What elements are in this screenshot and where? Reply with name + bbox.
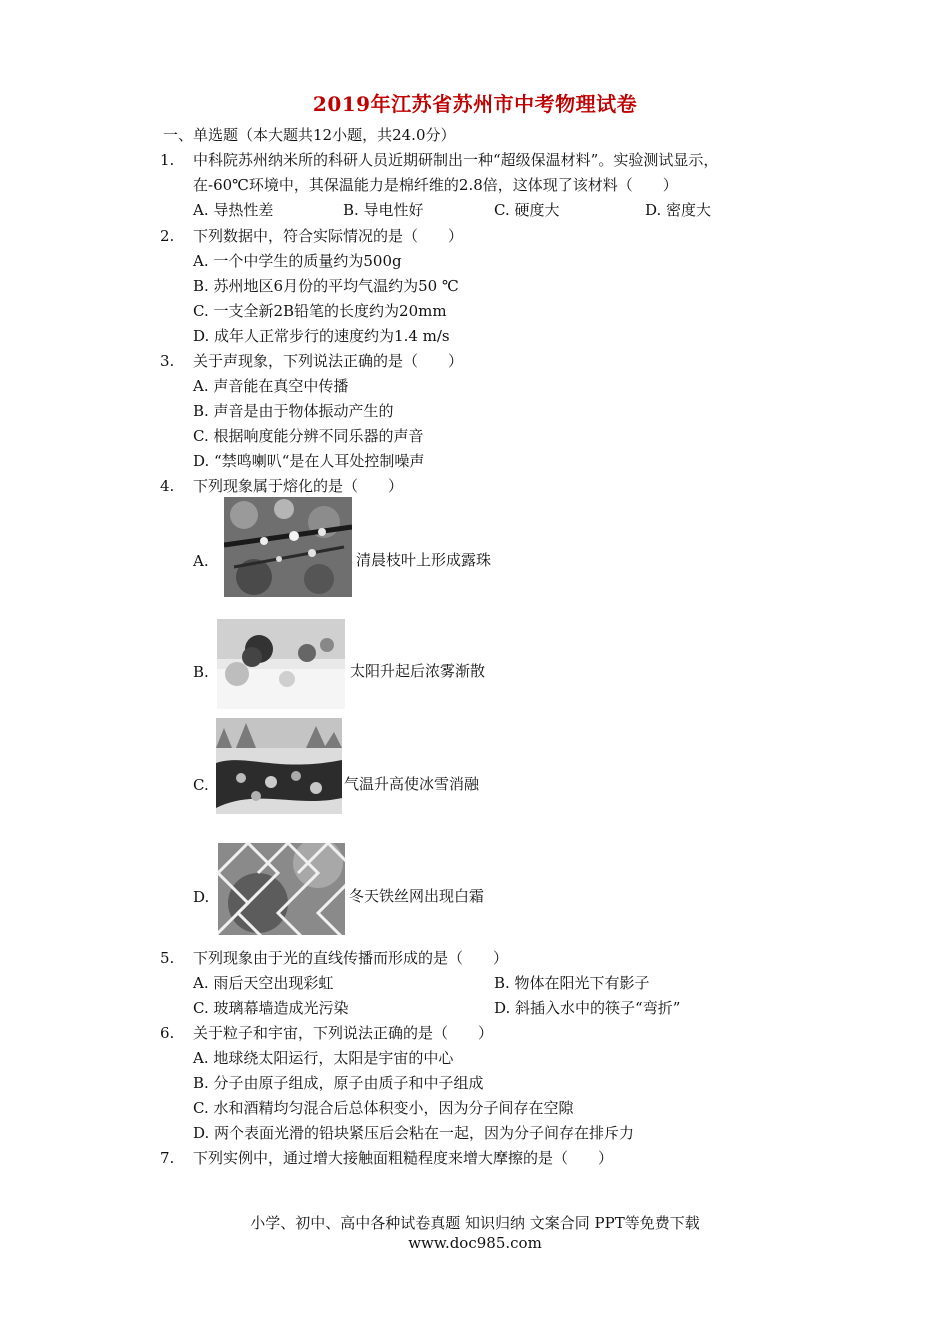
option-caption: 气温升高使冰雪消融 bbox=[344, 775, 480, 793]
question-number: 5. bbox=[160, 949, 175, 967]
page-title: 2019年江苏省苏州市中考物理试卷 bbox=[312, 92, 638, 116]
question-stem: 下列现象由于光的直线传播而形成的是（ ） bbox=[193, 949, 509, 967]
question-stem: 关于声现象，下列说法正确的是（ ） bbox=[193, 352, 464, 370]
question-stem: 关于粒子和宇宙，下列说法正确的是（ ） bbox=[193, 1024, 494, 1042]
option-d: D. 斜插入水中的筷子“弯折” bbox=[494, 999, 681, 1017]
question-stem: 中科院苏州纳米所的科研人员近期研制出一种“超级保温材料”。实验测试显示， bbox=[193, 151, 719, 169]
question-stem: 下列数据中，符合实际情况的是（ ） bbox=[193, 227, 464, 245]
option-c: C. 一支全新2B铅笔的长度约为20mm bbox=[193, 302, 447, 320]
question-number: 1. bbox=[160, 151, 175, 169]
option-c: C. 硬度大 bbox=[494, 201, 560, 219]
option-a: A. 导热性差 bbox=[193, 201, 274, 219]
section-header: 一、单选题（本大题共12小题，共24.0分） bbox=[163, 126, 456, 144]
footer-text: 小学、初中、高中各种试卷真题 知识归纳 文案合同 PPT等免费下载 bbox=[250, 1214, 700, 1232]
option-a: A. 声音能在真空中传播 bbox=[193, 377, 349, 395]
option-d: D. bbox=[193, 888, 210, 906]
option-c: C. 水和酒精均匀混合后总体积变小，因为分子间存在空隙 bbox=[193, 1099, 574, 1117]
melting-snow-stream-photo bbox=[216, 718, 342, 814]
option-b: B. 物体在阳光下有影子 bbox=[494, 974, 650, 992]
option-b: B. 导电性好 bbox=[343, 201, 424, 219]
option-c: C. 根据响度能分辨不同乐器的声音 bbox=[193, 427, 424, 445]
option-b: B. 苏州地区6月份的平均气温约为50 ℃ bbox=[193, 277, 459, 295]
question-number: 6. bbox=[160, 1024, 175, 1042]
dew-on-branch-photo bbox=[224, 497, 352, 597]
option-d: D. 密度大 bbox=[645, 201, 712, 219]
option-d: D. “禁鸣喇叭“是在人耳处控制噪声 bbox=[193, 452, 425, 470]
option-a: A. 地球绕太阳运行，太阳是宇宙的中心 bbox=[193, 1049, 454, 1067]
question-number: 4. bbox=[160, 477, 175, 495]
option-caption: 太阳升起后浓雾渐散 bbox=[350, 662, 486, 680]
option-a: A. 一个中学生的质量约为500g bbox=[193, 252, 402, 270]
question-number: 3. bbox=[160, 352, 175, 370]
question-stem: 在-60℃环境中，其保温能力是棉纤维的2.8倍，这体现了该材料（ ） bbox=[193, 176, 678, 194]
option-a: A. 雨后天空出现彩虹 bbox=[193, 974, 334, 992]
frost-wire-fence-photo bbox=[218, 843, 345, 935]
fog-clearing-photo bbox=[217, 619, 345, 709]
option-a: A. bbox=[193, 552, 209, 570]
option-b: B. bbox=[193, 663, 209, 681]
question-stem: 下列实例中，通过增大接触面粗糙程度来增大摩擦的是（ ） bbox=[193, 1149, 614, 1167]
question-stem: 下列现象属于熔化的是（ ） bbox=[193, 477, 404, 495]
option-d: D. 两个表面光滑的铅块紧压后会粘在一起，因为分子间存在排斥力 bbox=[193, 1124, 635, 1142]
option-b: B. 声音是由于物体振动产生的 bbox=[193, 402, 394, 420]
footer-link[interactable]: www.doc985.com bbox=[408, 1234, 542, 1252]
question-number: 2. bbox=[160, 227, 175, 245]
option-c: C. bbox=[193, 776, 209, 794]
question-number: 7. bbox=[160, 1149, 175, 1167]
option-c: C. 玻璃幕墙造成光污染 bbox=[193, 999, 349, 1017]
option-b: B. 分子由原子组成，原子由质子和中子组成 bbox=[193, 1074, 484, 1092]
option-caption: 冬天铁丝网出现白霜 bbox=[349, 887, 485, 905]
option-caption: 清晨枝叶上形成露珠 bbox=[356, 551, 492, 569]
option-d: D. 成年人正常步行的速度约为1.4 m/s bbox=[193, 327, 450, 345]
